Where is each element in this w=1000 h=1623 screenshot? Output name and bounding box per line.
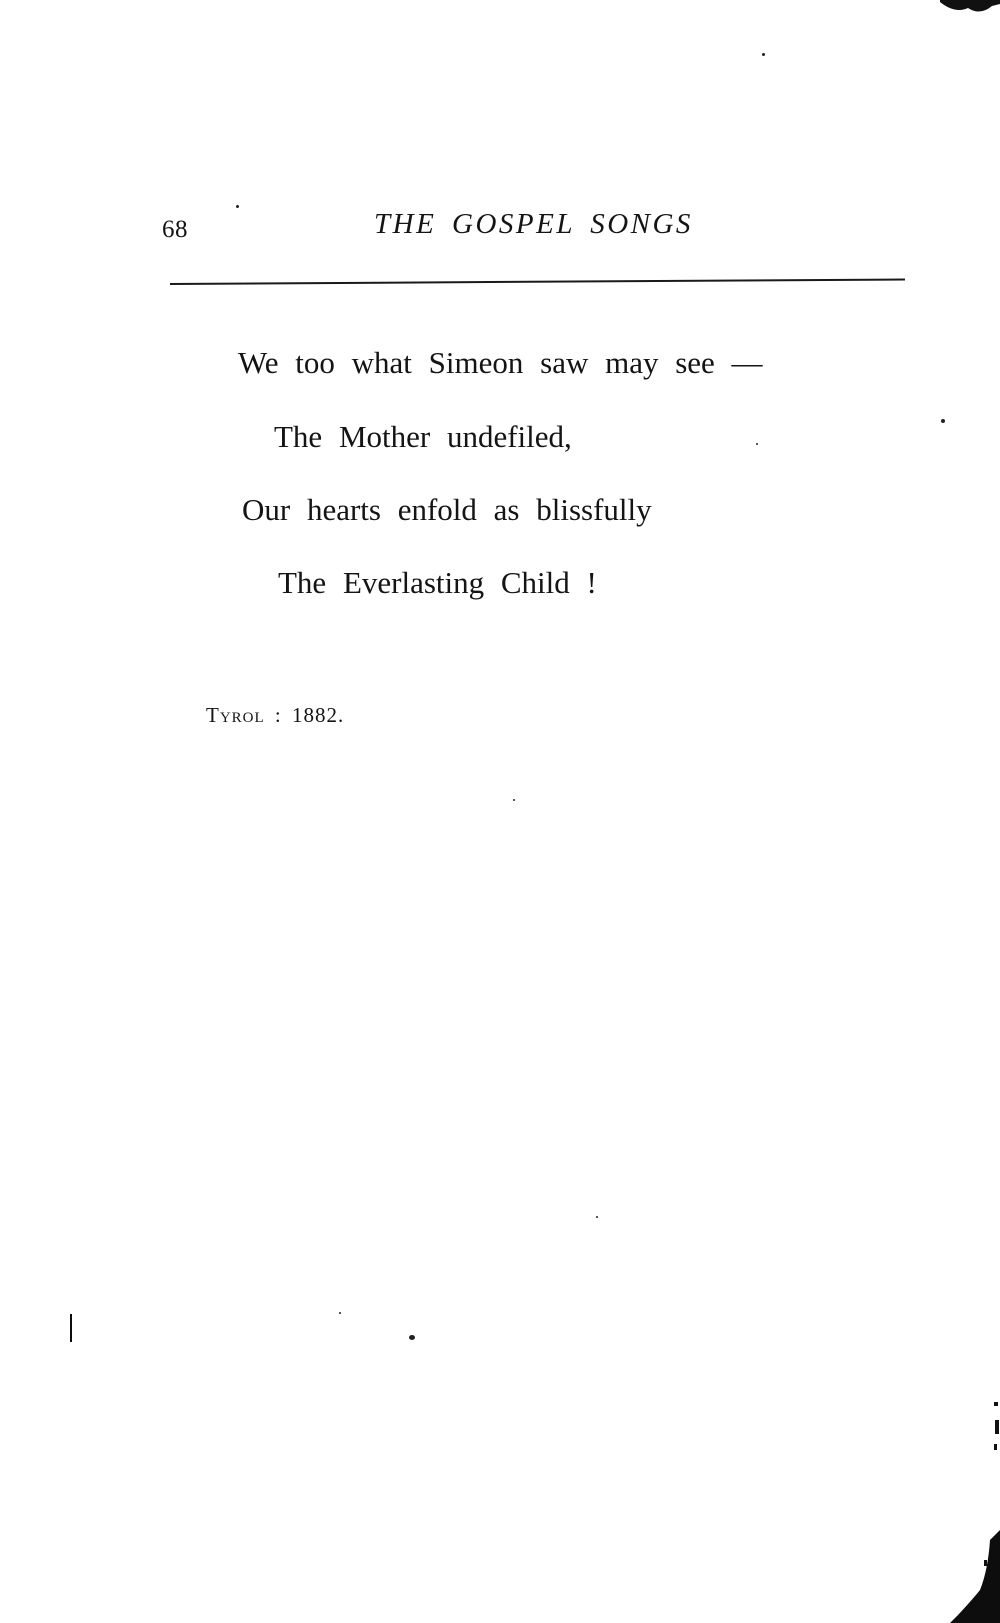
scan-speck	[596, 1216, 598, 1218]
scan-speck	[236, 205, 239, 208]
page-number: 68	[162, 216, 188, 243]
poem-line-1: We too what Simeon saw may see —	[238, 345, 763, 380]
scan-corner-smudge-top	[940, 0, 1000, 20]
scan-speck	[513, 799, 515, 801]
poem-line-3: Our hearts enfold as blissfully	[242, 492, 652, 527]
poem-line-4: The Everlasting Child !	[278, 565, 597, 600]
scan-speck	[339, 1312, 341, 1314]
scan-speck	[409, 1335, 415, 1340]
place-date-signature: Tyrol : 1882.	[206, 703, 345, 727]
scan-edge-mark	[70, 1314, 72, 1342]
scan-speck	[756, 443, 758, 445]
header-rule	[170, 279, 905, 285]
running-head-title: THE GOSPEL SONGS	[374, 208, 693, 240]
poem-line-2: The Mother undefiled,	[274, 419, 572, 454]
scan-speck	[941, 419, 945, 423]
scan-corner-smudge-bottom	[950, 1400, 1000, 1623]
scan-speck	[762, 53, 765, 56]
